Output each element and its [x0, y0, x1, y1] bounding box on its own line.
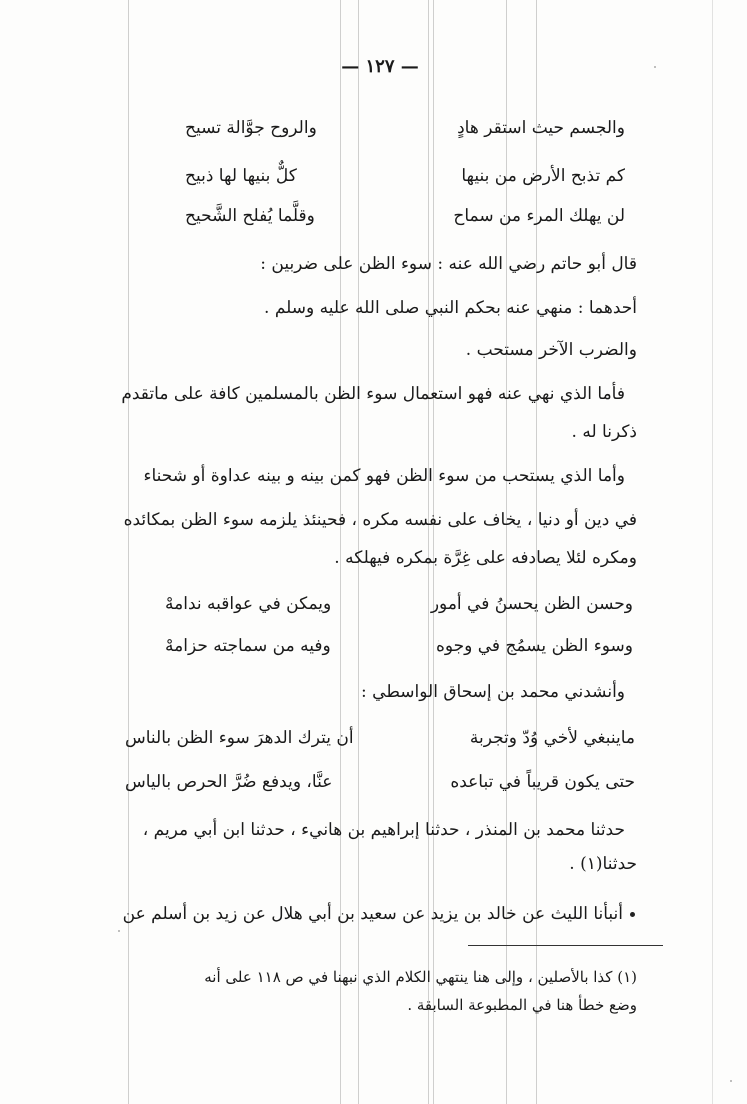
- paragraph-line: في دين أو دنيا ، يخاف على نفسه مكره ، فحينئذ يلزمه سوء الظن بمكائده: [123, 510, 637, 530]
- scan-artifact-dot: [118, 930, 120, 932]
- footnote-line: (١) كذا بالأصلين ، وإلى هنا ينتهي الكلام الذي نبهنا في ص ١١٨ على أنه: [204, 968, 637, 986]
- verse-hemistich-left: كلٌّ بنيها لها ذبيح: [185, 166, 297, 186]
- paragraph-line: وأما الذي يستحب من سوء الظن فهو كمن بينه و بينه عداوة أو شحناء: [143, 466, 625, 486]
- verse-hemistich-left: وقلَّما يُفلح الشَّحيح: [185, 206, 315, 226]
- verse-line: [165, 592, 633, 616]
- footnote-divider: [468, 945, 663, 946]
- isnad-line: حدثنا محمد بن المنذر ، حدثنا إبراهيم بن هانيء ، حدثنا ابن أبي مريم ،: [142, 820, 625, 840]
- verse-hemistich-right: لن يهلك المرء من سماح: [453, 206, 625, 226]
- verse-hemistich-left: وفيه من سماجته حزامهْ: [165, 636, 331, 656]
- verse-hemistich-left: ويمكن في عواقبه ندامهْ: [165, 594, 332, 614]
- scan-artifact-line: [712, 0, 713, 1104]
- verse-hemistich-right: وسوء الظن يسمُج في وجوه: [435, 636, 633, 656]
- verse-hemistich-left: أن يترك الدهرَ سوء الظن بالناس: [125, 728, 354, 748]
- verse-line: [165, 634, 633, 658]
- paragraph-line: والضرب الآخر مستحب .: [465, 340, 637, 360]
- verse-hemistich-right: وحسن الظن يحسنُ في أمور: [430, 594, 633, 614]
- paragraph-line: أنبأنا الليث عن خالد بن يزيد عن سعيد بن أبي هلال عن زيد بن أسلم عن: [122, 904, 623, 924]
- verse-hemistich-right: ماينبغي لأخي وُدّ وتجربة: [469, 728, 635, 748]
- page-number: — ١٢٧ —: [341, 56, 419, 77]
- verse-hemistich-right: كم تذبح الأرض من بنيها: [461, 166, 625, 186]
- paragraph-line: فأما الذي نهي عنه فهو استعمال سوء الظن بالمسلمين كافة على ماتقدم: [121, 384, 625, 404]
- isnad-line: حدثنا(١) .: [569, 854, 637, 874]
- verse-hemistich-right: حتى يكون قريباً في تباعده: [450, 772, 635, 792]
- intro-line: وأنشدني محمد بن إسحاق الواسطي :: [361, 682, 625, 702]
- verse-hemistich-left: والروح جوَّالة تسيح: [185, 118, 317, 138]
- paragraph-line: ذكرنا له .: [571, 422, 637, 442]
- bullet-mark: [630, 912, 635, 917]
- verse-hemistich-right: والجسم حيث استقر هادٍ: [457, 118, 625, 138]
- verse-line: [125, 770, 635, 794]
- scan-artifact-dot: [730, 1080, 732, 1082]
- verse-line: [185, 164, 625, 188]
- paragraph-line: أحدهما : منهي عنه بحكم النبي صلى الله عليه وسلم .: [264, 298, 637, 318]
- verse-line: [185, 204, 625, 228]
- paragraph-line: ومكره لئلا يصادفه على غِرَّة بمكره فيهلكه .: [334, 548, 637, 568]
- footnote-line: وضع خطأ هنا في المطبوعة السابقة .: [407, 996, 637, 1014]
- verse-line: [185, 116, 625, 140]
- paragraph-line: قال أبو حاتم رضي الله عنه : سوء الظن على ضربين :: [260, 254, 637, 274]
- verse-hemistich-left: عنَّا، ويدفع ضُرَّ الحرص بالياس: [125, 772, 333, 792]
- scan-artifact-line: [128, 0, 129, 1104]
- verse-line: [125, 726, 635, 750]
- scan-artifact-dot: [654, 66, 656, 68]
